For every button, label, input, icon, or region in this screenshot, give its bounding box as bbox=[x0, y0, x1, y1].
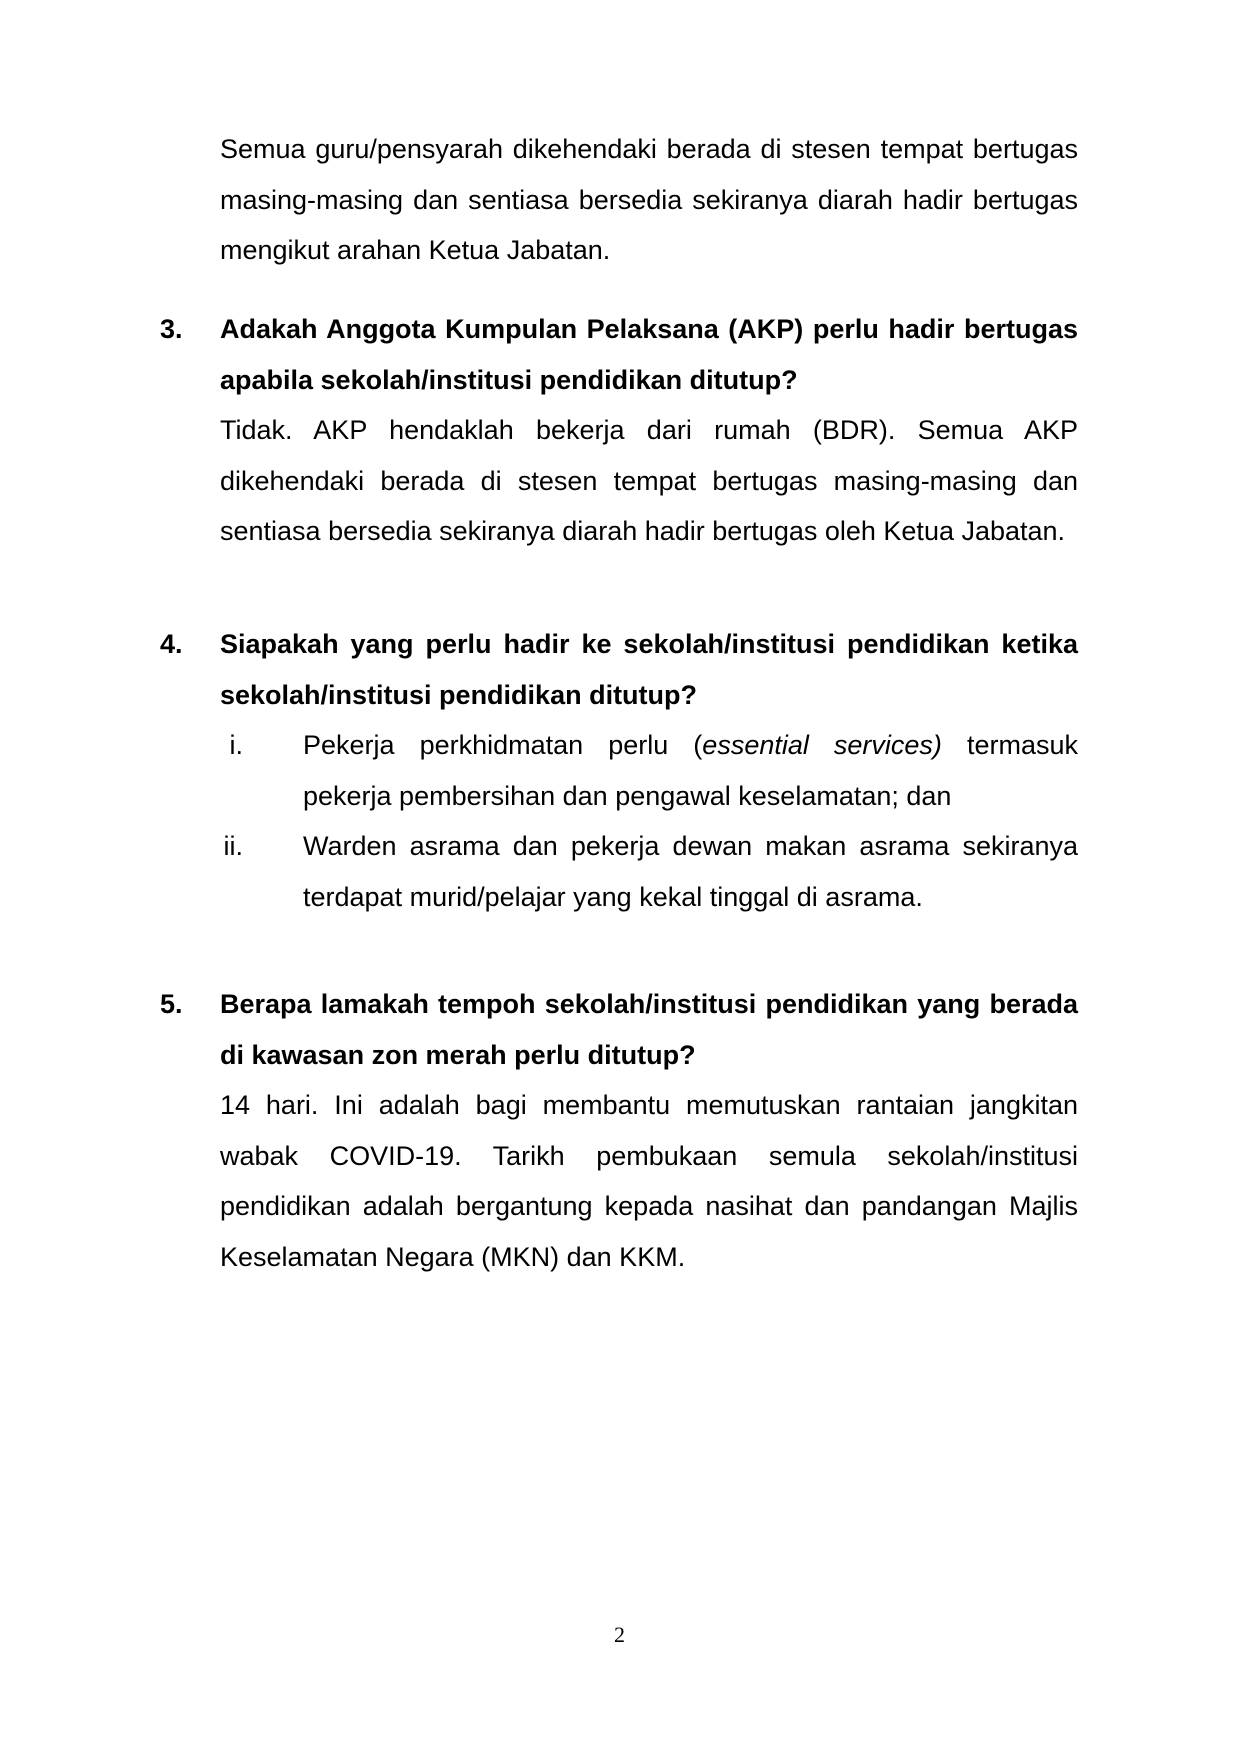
text-segment: Pekerja perkhidmatan perlu ( bbox=[303, 730, 703, 760]
intro-paragraph: Semua guru/pensyarah dikehendaki berada di stesen tempat bertugas masing-masing dan sentiasa bersedia sekiranya diarah hadir bertugas mengikut arahan Ketua Jabatan. bbox=[220, 134, 1078, 265]
list-item bbox=[160, 720, 1078, 821]
question-4 bbox=[160, 619, 1078, 922]
answer-text: 14 hari. Ini adalah bagi membantu memutuskan rantaian jangkitan wabak COVID-19. Tarikh pembukaan semula sekolah/institusi pendidikan adalah bergantung kepada nasihat dan pandangan Majlis Keselamatan Negara (MKN) dan KKM. bbox=[220, 1090, 1078, 1272]
question-text: Siapakah yang perlu hadir ke sekolah/institusi pendidikan ketika sekolah/institusi pendidikan ditutup? bbox=[220, 629, 1078, 710]
list-marker: i. bbox=[229, 730, 243, 760]
page-number: 2 bbox=[614, 1622, 625, 1647]
list-item-text bbox=[303, 720, 1078, 821]
question-text: Adakah Anggota Kumpulan Pelaksana (AKP) perlu hadir bertugas apabila sekolah/institusi pendidikan ditutup? bbox=[220, 314, 1078, 395]
list-item-text: Warden asrama dan pekerja dewan makan asrama sekiranya terdapat murid/pelajar yang kekal tinggal di asrama. bbox=[303, 831, 1078, 912]
text-segment: termasuk pekerja pembersihan dan pengawal keselamatan; dan bbox=[303, 730, 1078, 811]
question-number: 5. bbox=[160, 989, 183, 1019]
answer-text: Tidak. AKP hendaklah bekerja dari rumah (BDR). Semua AKP dikehendaki berada di stesen tempat bertugas masing-masing dan sentiasa bersedia sekiranya diarah hadir bertugas oleh Ketua Jabatan. bbox=[220, 415, 1078, 546]
list-marker: ii. bbox=[223, 831, 243, 861]
italic-term: essential services) bbox=[702, 730, 942, 760]
answer-list bbox=[160, 720, 1078, 922]
list-item bbox=[160, 821, 1078, 922]
question-5 bbox=[160, 979, 1078, 1282]
question-text: Berapa lamakah tempoh sekolah/institusi pendidikan yang berada di kawasan zon merah perlu ditutup? bbox=[220, 989, 1078, 1070]
question-3 bbox=[160, 304, 1078, 557]
question-number: 3. bbox=[160, 314, 183, 344]
question-number: 4. bbox=[160, 629, 183, 659]
